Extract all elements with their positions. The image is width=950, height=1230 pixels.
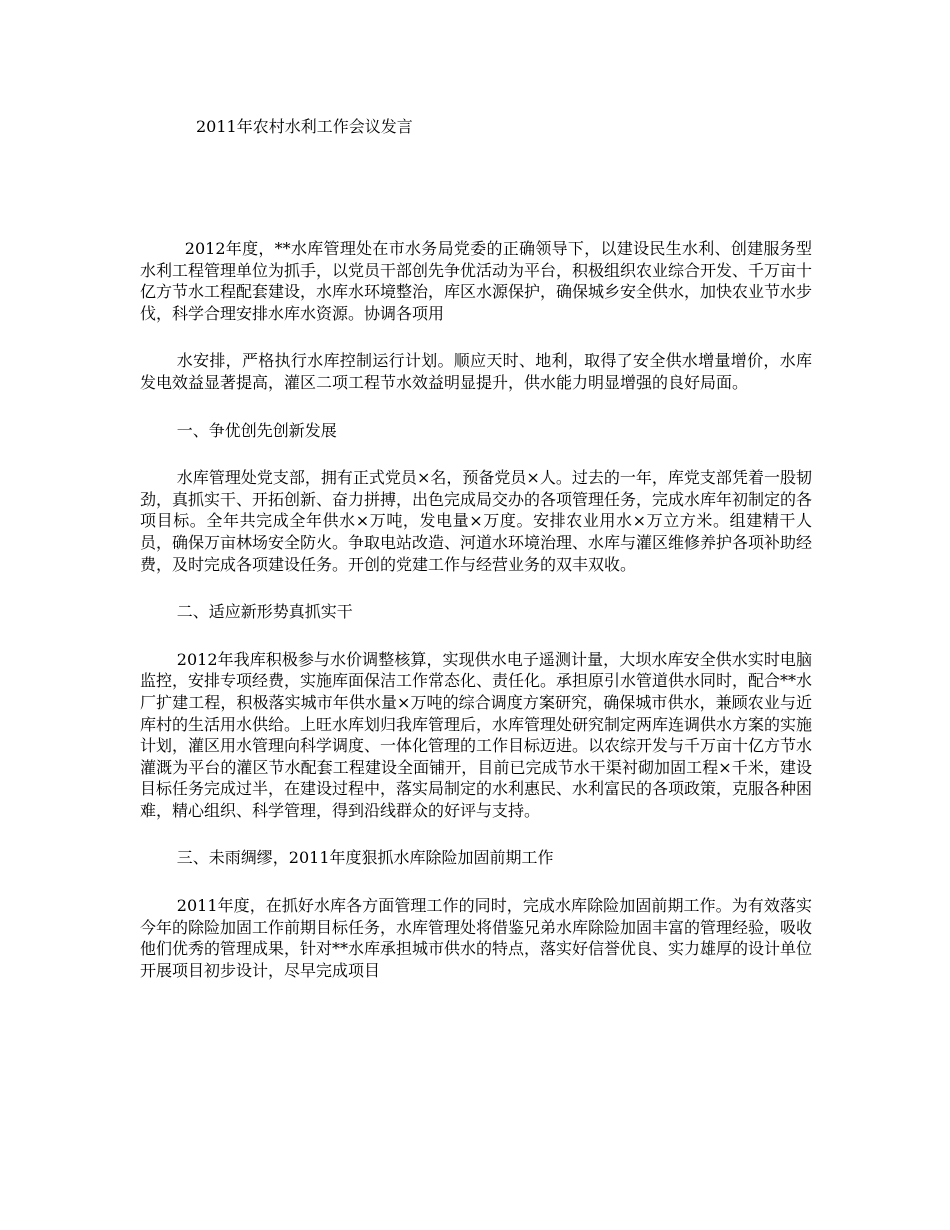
section-heading-3: 三、未雨绸缪，2011年度狠抓水库除险加固前期工作	[176, 848, 554, 868]
section-heading-2: 二、适应新形势真抓实干	[176, 602, 353, 622]
document-body	[140, 238, 812, 1007]
section-heading-1: 一、争优创先创新发展	[176, 420, 337, 440]
paragraph-party-branch: 水库管理处党支部，拥有正式党员×名，预备党员×人。过去的一年，库党支部凭着一股韧劲，真抓实干、开拓创新、奋力拼搏，出色完成局交办的各项管理任务，完成水库年初制定的各项目标。全年共完成全年供水×万吨，发电量×万度。安排农业用水×万立方米。组建精干人员，确保万亩林场安全防火。争取电站改造、河道水环境治理、水库与灌区维修养护各项补助经费，及时完成各项建设任务。开创的党建工作与经营业务的双丰双收。	[140, 468, 813, 574]
document-title: 2011年农村水利工作会议发言	[196, 117, 413, 136]
paragraph-water-arrangement: 水安排，严格执行水库控制运行计划。顺应天时、地利，取得了安全供水增量增价，水库发电效益显著提高，灌区二项工程节水效益明显提升，供水能力明显增强的良好局面。	[140, 351, 812, 392]
paragraph-intro: 2012年度，**水库管理处在市水务局党委的正确领导下，以建设民生水利、创建服务型水利工程管理单位为抓手，以党员干部创先争优活动为平台，积极组织农业综合开发、千万亩十亿方节水工程配套建设，水库水环境整治，库区水源保护，确保城乡安全供水，加快农业节水步伐，科学合理安排水库水资源。协调各项用	[140, 239, 813, 323]
paragraph-water-price: 2012年我库积极参与水价调整核算，实现供水电子遥测计量，大坝水库安全供水实时电脑监控，安排专项经费，实施库面保洁工作常态化、责任化。承担原引水管道供水同时，配合**水厂扩建工程，积极落实城市年供水量×万吨的综合调度方案研究，确保城市供水，兼顾农业与近库村的生活用水供给。上旺水库划归我库管理后，水库管理处研究制定两库连调供水方案的实施计划，灌区用水管理向科学调度、一体化管理的工作目标迈进。以农综开发与千万亩十亿方节水灌溉为平台的灌区节水配套工程建设全面铺开，目前已完成节水干渠衬砌加固工程×千米，建设目标任务完成过半，在建设过程中，落实局制定的水利惠民、水利富民的各项政策，克服各种困难，精心组织、科学管理，得到沿线群众的好评与支持。	[140, 649, 813, 820]
paragraph-reinforcement: 2011年度，在抓好水库各方面管理工作的同时，完成水库除险加固前期工作。为有效落实今年的除险加固工作前期目标任务，水库管理处将借鉴兄弟水库除险加固丰富的管理经验，吸收他们优秀的管理成果，针对**水库承担城市供水的特点，落实好信誉优良、实力雄厚的设计单位开展项目初步设计，尽早完成项目	[140, 896, 813, 980]
